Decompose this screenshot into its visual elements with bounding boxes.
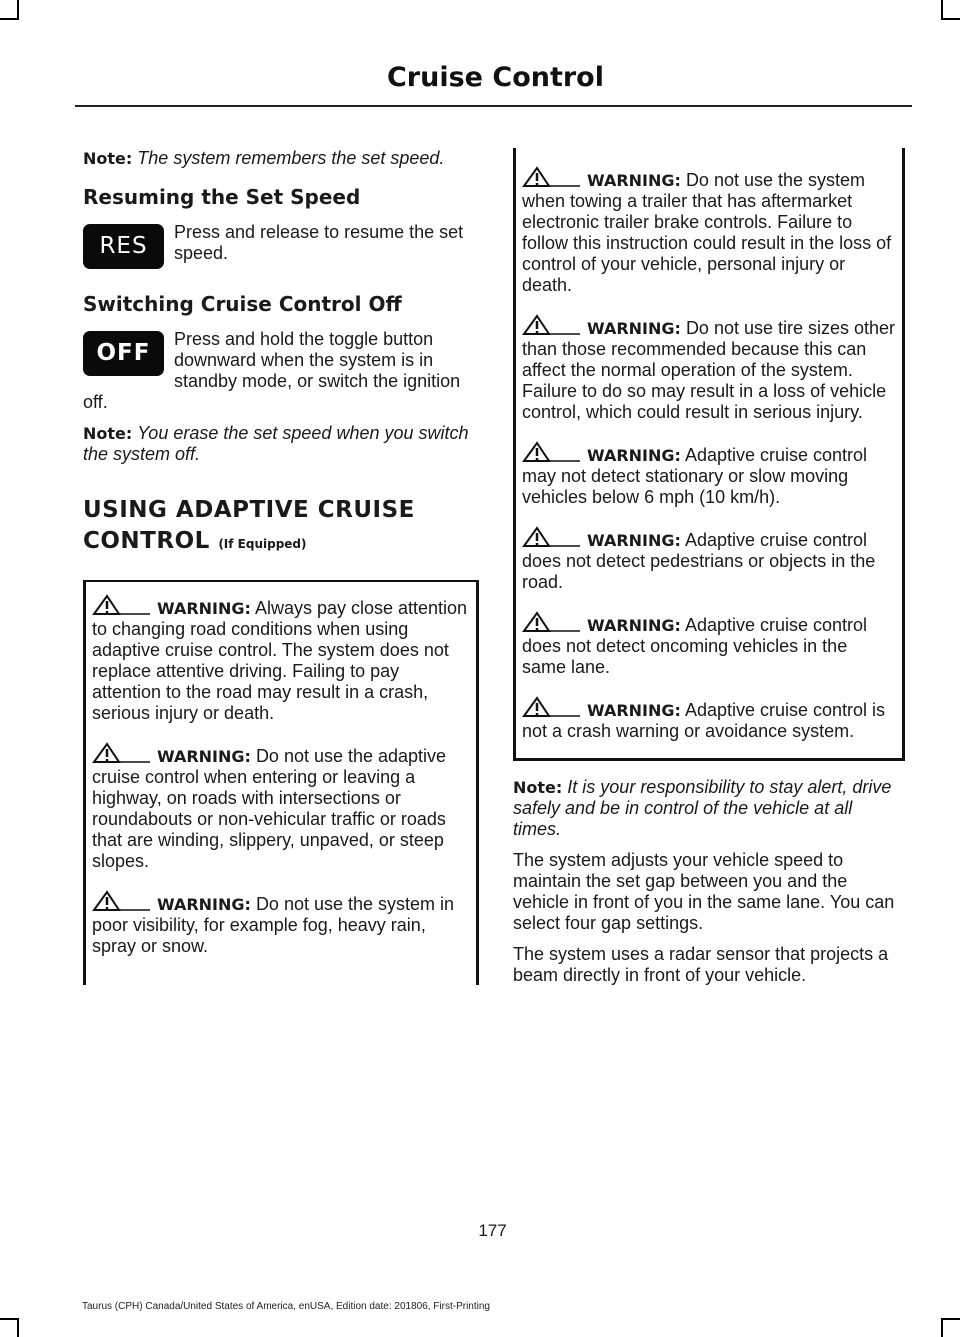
warning-text: Adaptive cruise control does not detect oncoming vehicles in the same lane. <box>522 615 868 677</box>
warning-item <box>92 742 470 872</box>
warning-text: Do not use tire sizes other than those recommended because this can affect the normal operation of the system. Failure to do so may result in a loss of vehicle control, which could result in serious injury. <box>522 318 896 422</box>
warning-text: Adaptive cruise control may not detect stationary or slow moving vehicles below 6 mph (10 km/h). <box>522 445 868 507</box>
warning-label: WARNING: <box>157 599 251 618</box>
warning-item <box>522 526 896 593</box>
warning-item <box>522 441 896 508</box>
note-text: The system remembers the set speed. <box>137 148 445 168</box>
warning-text: Do not use the adaptive cruise control when entering or leaving a highway, on roads with intersections or roundabouts or non-vehicular traffic or roads that are winding, slippery, unpaved, or steep slopes. <box>92 746 447 871</box>
warning-triangle-icon <box>92 742 152 764</box>
instruction-text: Press and release to resume the set speed. <box>174 222 464 263</box>
warning-label: WARNING: <box>587 701 681 720</box>
warning-text: Adaptive cruise control does not detect pedestrians or objects in the road. <box>522 530 876 592</box>
warning-label: WARNING: <box>587 171 681 190</box>
warning-item <box>522 611 896 678</box>
body-paragraph: The system adjusts your vehicle speed to maintain the set gap between you and the vehicle in front of you in the same lane. You can select four gap settings. <box>513 850 895 933</box>
crop-mark <box>942 1318 960 1320</box>
instruction-text: Press and hold the toggle button downward when the system is in standby mode, or switch the ignition off. <box>83 329 461 412</box>
note-label: Note: <box>513 778 563 797</box>
chapter-heading <box>83 495 473 560</box>
warning-label: WARNING: <box>587 319 681 338</box>
note-text: You erase the set speed when you switch the system off. <box>83 423 469 464</box>
warning-triangle-icon <box>522 441 582 463</box>
warning-triangle-icon <box>522 314 582 336</box>
note <box>83 423 473 465</box>
warning-box <box>513 148 905 761</box>
warning-item <box>522 166 896 296</box>
warning-item <box>92 594 470 724</box>
note <box>83 148 473 169</box>
warning-label: WARNING: <box>587 616 681 635</box>
warning-label: WARNING: <box>587 531 681 550</box>
crop-mark <box>0 1318 18 1320</box>
chapter-title: USING ADAPTIVE CRUISE CONTROL <box>83 497 415 554</box>
warning-triangle-icon <box>92 594 152 616</box>
warning-triangle-icon <box>522 526 582 548</box>
warning-triangle-icon <box>522 611 582 633</box>
warning-triangle-icon <box>522 166 582 188</box>
note <box>513 777 905 840</box>
resume-instruction <box>83 222 473 282</box>
crop-mark <box>941 1318 943 1337</box>
page-title: Cruise Control <box>386 62 604 93</box>
chapter-suffix: (If Equipped) <box>218 537 307 551</box>
warning-box <box>83 580 479 985</box>
warning-text: Do not use the system when towing a trailer that has aftermarket electronic trailer brake controls. Failure to follow this instruction could result in the loss of control of your vehicle, personal injury or death. <box>522 170 892 295</box>
off-instruction <box>83 329 473 413</box>
warning-item <box>92 890 470 957</box>
warning-label: WARNING: <box>157 747 251 766</box>
warning-text: Adaptive cruise control is not a crash warning or avoidance system. <box>522 700 886 741</box>
warning-item <box>522 696 896 742</box>
body-paragraph: The system uses a radar sensor that projects a beam directly in front of your vehicle. <box>513 944 889 985</box>
right-column <box>513 148 905 996</box>
warning-text: Always pay close attention to changing road conditions when using adaptive cruise control. The system does not replace attentive driving. Failing to pay attention to the road may result in a crash, serious injury or death. <box>92 598 468 723</box>
section-heading: Switching Cruise Control Off <box>83 292 402 316</box>
note-text: It is your responsibility to stay alert, drive safely and be in control of the vehicle at all times. <box>513 777 892 839</box>
note-label: Note: <box>83 424 133 443</box>
warning-label: WARNING: <box>587 446 681 465</box>
warning-label: WARNING: <box>157 895 251 914</box>
crop-mark <box>0 18 18 20</box>
res-button-icon: RES <box>83 224 164 269</box>
warning-triangle-icon <box>522 696 582 718</box>
note-label: Note: <box>83 149 133 168</box>
section-heading: Resuming the Set Speed <box>83 185 361 209</box>
crop-mark <box>17 0 19 20</box>
edition-line: Taurus (CPH) Canada/United States of America, enUSA, Edition date: 201806, First-Printing <box>82 1301 490 1312</box>
header-divider <box>75 105 912 107</box>
warning-text: Do not use the system in poor visibility, for example fog, heavy rain, spray or snow. <box>92 894 455 956</box>
crop-mark <box>17 1318 19 1337</box>
off-button-icon: OFF <box>83 331 164 376</box>
crop-mark <box>941 0 943 20</box>
crop-mark <box>942 18 960 20</box>
left-column <box>83 148 473 985</box>
page-number: 177 <box>478 1221 507 1240</box>
warning-triangle-icon <box>92 890 152 912</box>
warning-item <box>522 314 896 423</box>
